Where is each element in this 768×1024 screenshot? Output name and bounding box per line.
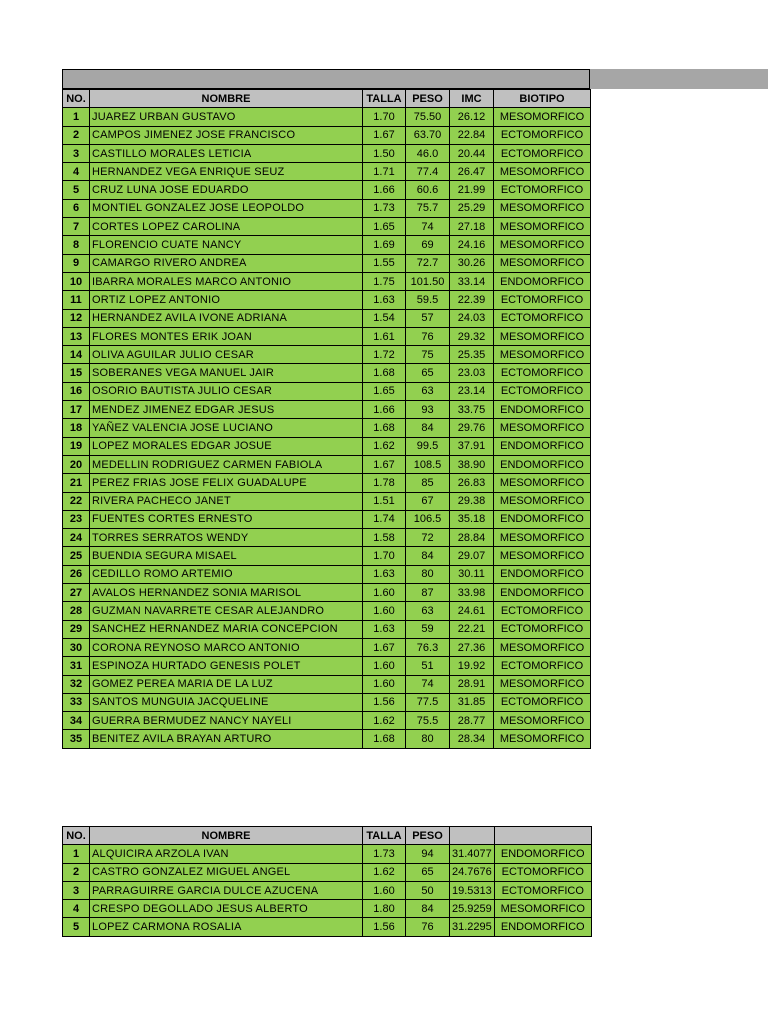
cell-peso: 94 — [406, 845, 450, 863]
table-row — [63, 108, 591, 126]
cell-talla: 1.78 — [363, 474, 406, 492]
header-imc: IMC — [450, 90, 494, 108]
cell-imc: 33.14 — [450, 272, 494, 290]
cell-biotipo: ECTOMORFICO — [494, 881, 591, 899]
cell-no: 4 — [63, 900, 90, 918]
cell-imc: 28.77 — [450, 712, 494, 730]
cell-talla: 1.67 — [363, 126, 406, 144]
cell-nombre: CEDILLO ROMO ARTEMIO — [90, 565, 363, 583]
cell-imc: 21.99 — [450, 181, 494, 199]
table-row — [63, 602, 591, 620]
table-row — [63, 236, 591, 254]
cell-talla: 1.60 — [363, 657, 406, 675]
table-row — [63, 346, 591, 364]
table-row — [63, 309, 591, 327]
table-row — [63, 657, 591, 675]
table-row — [63, 144, 591, 162]
cell-nombre: LOPEZ MORALES EDGAR JOSUE — [90, 437, 363, 455]
cell-no: 21 — [63, 474, 90, 492]
cell-no: 2 — [63, 126, 90, 144]
table-row — [63, 272, 591, 290]
cell-biotipo: MESOMORFICO — [494, 492, 591, 510]
cell-peso: 69 — [406, 236, 450, 254]
additional-students-table — [62, 826, 592, 937]
header-no: NO. — [63, 90, 90, 108]
cell-imc: 22.21 — [450, 620, 494, 638]
cell-peso: 80 — [406, 730, 450, 748]
cell-no: 24 — [63, 529, 90, 547]
cell-imc: 27.18 — [450, 218, 494, 236]
cell-imc: 20.44 — [450, 144, 494, 162]
cell-talla: 1.65 — [363, 218, 406, 236]
cell-nombre: CASTRO GONZALEZ MIGUEL ANGEL — [90, 863, 363, 881]
cell-peso: 75 — [406, 346, 450, 364]
cell-biotipo: MESOMORFICO — [494, 108, 591, 126]
cell-biotipo: MESOMORFICO — [494, 327, 591, 345]
cell-no: 20 — [63, 455, 90, 473]
cell-talla: 1.68 — [363, 364, 406, 382]
cell-imc: 29.07 — [450, 547, 494, 565]
cell-talla: 1.71 — [363, 163, 406, 181]
cell-talla: 1.65 — [363, 382, 406, 400]
cell-nombre: CRESPO DEGOLLADO JESUS ALBERTO — [90, 900, 363, 918]
cell-nombre: OSORIO BAUTISTA JULIO CESAR — [90, 382, 363, 400]
table-row — [63, 547, 591, 565]
cell-no: 19 — [63, 437, 90, 455]
cell-peso: 77.4 — [406, 163, 450, 181]
cell-no: 4 — [63, 163, 90, 181]
cell-peso: 74 — [406, 675, 450, 693]
cell-talla: 1.62 — [363, 863, 406, 881]
cell-imc: 31.4077 — [450, 845, 495, 863]
cell-nombre: CORTES LOPEZ CAROLINA — [90, 218, 363, 236]
cell-imc: 33.98 — [450, 584, 494, 602]
cell-talla: 1.51 — [363, 492, 406, 510]
header-biotipo — [494, 827, 591, 845]
cell-nombre: GOMEZ PEREA MARIA DE LA LUZ — [90, 675, 363, 693]
cell-no: 31 — [63, 657, 90, 675]
cell-peso: 72.7 — [406, 254, 450, 272]
cell-imc: 26.83 — [450, 474, 494, 492]
cell-no: 1 — [63, 845, 90, 863]
cell-peso: 108.5 — [406, 455, 450, 473]
cell-peso: 63 — [406, 602, 450, 620]
cell-imc: 26.47 — [450, 163, 494, 181]
cell-no: 11 — [63, 291, 90, 309]
cell-imc: 19.5313 — [450, 881, 495, 899]
cell-imc: 28.84 — [450, 529, 494, 547]
cell-no: 23 — [63, 510, 90, 528]
cell-peso: 77.5 — [406, 693, 450, 711]
table-row — [63, 918, 592, 936]
title-band — [62, 69, 768, 89]
table-row — [63, 638, 591, 656]
cell-no: 18 — [63, 419, 90, 437]
cell-peso: 59.5 — [406, 291, 450, 309]
cell-biotipo: ENDOMORFICO — [494, 401, 591, 419]
cell-biotipo: ECTOMORFICO — [494, 181, 591, 199]
cell-nombre: PARRAGUIRRE GARCIA DULCE AZUCENA — [90, 881, 363, 899]
cell-talla: 1.75 — [363, 272, 406, 290]
cell-nombre: FLORES MONTES ERIK JOAN — [90, 327, 363, 345]
title-band-extension — [590, 69, 768, 89]
cell-imc: 30.26 — [450, 254, 494, 272]
table-row — [63, 419, 591, 437]
cell-nombre: FLORENCIO CUATE NANCY — [90, 236, 363, 254]
cell-imc: 30.11 — [450, 565, 494, 583]
cell-no: 9 — [63, 254, 90, 272]
cell-nombre: BENITEZ AVILA BRAYAN ARTURO — [90, 730, 363, 748]
cell-biotipo: ECTOMORFICO — [494, 364, 591, 382]
cell-nombre: YAÑEZ VALENCIA JOSE LUCIANO — [90, 419, 363, 437]
cell-imc: 33.75 — [450, 401, 494, 419]
cell-biotipo: ENDOMORFICO — [494, 437, 591, 455]
cell-nombre: CAMARGO RIVERO ANDREA — [90, 254, 363, 272]
cell-no: 35 — [63, 730, 90, 748]
table-row — [63, 565, 591, 583]
cell-biotipo: MESOMORFICO — [494, 529, 591, 547]
table-row — [63, 254, 591, 272]
cell-talla: 1.56 — [363, 918, 406, 936]
table-row — [63, 529, 591, 547]
cell-biotipo: MESOMORFICO — [494, 900, 591, 918]
cell-talla: 1.73 — [363, 199, 406, 217]
cell-biotipo: MESOMORFICO — [494, 730, 591, 748]
table-row — [63, 510, 591, 528]
header-peso: PESO — [406, 90, 450, 108]
cell-peso: 59 — [406, 620, 450, 638]
table-row — [63, 327, 591, 345]
students-table — [62, 89, 591, 749]
cell-biotipo: MESOMORFICO — [494, 474, 591, 492]
cell-talla: 1.73 — [363, 845, 406, 863]
cell-no: 1 — [63, 108, 90, 126]
cell-biotipo: ENDOMORFICO — [494, 918, 591, 936]
cell-peso: 106.5 — [406, 510, 450, 528]
cell-no: 13 — [63, 327, 90, 345]
cell-peso: 63.70 — [406, 126, 450, 144]
cell-nombre: LOPEZ CARMONA ROSALIA — [90, 918, 363, 936]
cell-biotipo: MESOMORFICO — [494, 163, 591, 181]
cell-biotipo: ECTOMORFICO — [494, 863, 591, 881]
cell-talla: 1.67 — [363, 638, 406, 656]
cell-talla: 1.67 — [363, 455, 406, 473]
cell-nombre: BUENDIA SEGURA MISAEL — [90, 547, 363, 565]
cell-imc: 37.91 — [450, 437, 494, 455]
table-row — [63, 845, 592, 863]
table-row — [63, 492, 591, 510]
cell-peso: 76.3 — [406, 638, 450, 656]
cell-peso: 51 — [406, 657, 450, 675]
table-header-row — [63, 90, 591, 108]
cell-imc: 29.76 — [450, 419, 494, 437]
table-row — [63, 181, 591, 199]
table-row — [63, 675, 591, 693]
cell-imc: 25.35 — [450, 346, 494, 364]
cell-peso: 75.50 — [406, 108, 450, 126]
cell-no: 10 — [63, 272, 90, 290]
cell-no: 16 — [63, 382, 90, 400]
cell-biotipo: ENDOMORFICO — [494, 510, 591, 528]
cell-no: 8 — [63, 236, 90, 254]
cell-peso: 75.5 — [406, 712, 450, 730]
cell-nombre: IBARRA MORALES MARCO ANTONIO — [90, 272, 363, 290]
cell-no: 5 — [63, 181, 90, 199]
cell-imc: 22.39 — [450, 291, 494, 309]
cell-nombre: RIVERA PACHECO JANET — [90, 492, 363, 510]
cell-peso: 60.6 — [406, 181, 450, 199]
cell-no: 14 — [63, 346, 90, 364]
cell-talla: 1.60 — [363, 675, 406, 693]
cell-talla: 1.66 — [363, 401, 406, 419]
cell-no: 12 — [63, 309, 90, 327]
cell-talla: 1.70 — [363, 547, 406, 565]
cell-no: 32 — [63, 675, 90, 693]
cell-imc: 24.61 — [450, 602, 494, 620]
cell-nombre: MONTIEL GONZALEZ JOSE LEOPOLDO — [90, 199, 363, 217]
cell-nombre: MENDEZ JIMENEZ EDGAR JESUS — [90, 401, 363, 419]
cell-biotipo: MESOMORFICO — [494, 254, 591, 272]
cell-biotipo: MESOMORFICO — [494, 218, 591, 236]
cell-peso: 65 — [406, 364, 450, 382]
table-row — [63, 126, 591, 144]
table-row — [63, 199, 591, 217]
cell-talla: 1.58 — [363, 529, 406, 547]
cell-imc: 24.7676 — [450, 863, 495, 881]
cell-biotipo: ENDOMORFICO — [494, 455, 591, 473]
cell-talla: 1.62 — [363, 437, 406, 455]
cell-nombre: GUZMAN NAVARRETE CESAR ALEJANDRO — [90, 602, 363, 620]
cell-imc: 28.34 — [450, 730, 494, 748]
cell-talla: 1.66 — [363, 181, 406, 199]
table-row — [63, 584, 591, 602]
cell-imc: 23.14 — [450, 382, 494, 400]
cell-biotipo: MESOMORFICO — [494, 712, 591, 730]
cell-peso: 84 — [406, 900, 450, 918]
cell-talla: 1.69 — [363, 236, 406, 254]
cell-peso: 65 — [406, 863, 450, 881]
cell-imc: 22.84 — [450, 126, 494, 144]
header-imc — [450, 827, 495, 845]
table-row — [63, 218, 591, 236]
header-biotipo: BIOTIPO — [494, 90, 591, 108]
cell-imc: 19.92 — [450, 657, 494, 675]
cell-no: 29 — [63, 620, 90, 638]
cell-no: 27 — [63, 584, 90, 602]
cell-no: 34 — [63, 712, 90, 730]
cell-imc: 31.2295 — [450, 918, 495, 936]
cell-nombre: SOBERANES VEGA MANUEL JAIR — [90, 364, 363, 382]
cell-biotipo: ECTOMORFICO — [494, 291, 591, 309]
cell-imc: 28.91 — [450, 675, 494, 693]
cell-talla: 1.55 — [363, 254, 406, 272]
table-row — [63, 620, 591, 638]
title-band-cell — [62, 69, 590, 89]
cell-peso: 84 — [406, 547, 450, 565]
cell-peso: 74 — [406, 218, 450, 236]
cell-no: 7 — [63, 218, 90, 236]
cell-biotipo: MESOMORFICO — [494, 236, 591, 254]
cell-biotipo: MESOMORFICO — [494, 675, 591, 693]
table-row — [63, 364, 591, 382]
cell-nombre: CASTILLO MORALES LETICIA — [90, 144, 363, 162]
cell-peso: 46.0 — [406, 144, 450, 162]
cell-talla: 1.70 — [363, 108, 406, 126]
cell-talla: 1.60 — [363, 881, 406, 899]
cell-no: 22 — [63, 492, 90, 510]
cell-biotipo: ECTOMORFICO — [494, 657, 591, 675]
cell-nombre: AVALOS HERNANDEZ SONIA MARISOL — [90, 584, 363, 602]
cell-imc: 29.32 — [450, 327, 494, 345]
header-no: NO. — [63, 827, 90, 845]
cell-no: 33 — [63, 693, 90, 711]
cell-imc: 35.18 — [450, 510, 494, 528]
table-row — [63, 474, 591, 492]
table-header-row — [63, 827, 592, 845]
cell-nombre: CAMPOS JIMENEZ JOSE FRANCISCO — [90, 126, 363, 144]
table-row — [63, 455, 591, 473]
cell-talla: 1.60 — [363, 602, 406, 620]
header-peso: PESO — [406, 827, 450, 845]
cell-imc: 25.9259 — [450, 900, 495, 918]
cell-imc: 25.29 — [450, 199, 494, 217]
table-row — [63, 163, 591, 181]
cell-no: 2 — [63, 863, 90, 881]
cell-talla: 1.72 — [363, 346, 406, 364]
cell-no: 3 — [63, 144, 90, 162]
cell-talla: 1.68 — [363, 419, 406, 437]
cell-nombre: ESPINOZA HURTADO GENESIS POLET — [90, 657, 363, 675]
cell-peso: 87 — [406, 584, 450, 602]
cell-no: 6 — [63, 199, 90, 217]
cell-biotipo: MESOMORFICO — [494, 346, 591, 364]
cell-peso: 50 — [406, 881, 450, 899]
cell-talla: 1.63 — [363, 620, 406, 638]
cell-biotipo: MESOMORFICO — [494, 419, 591, 437]
cell-imc: 27.36 — [450, 638, 494, 656]
cell-biotipo: ECTOMORFICO — [494, 620, 591, 638]
table-row — [63, 693, 591, 711]
cell-peso: 72 — [406, 529, 450, 547]
cell-peso: 63 — [406, 382, 450, 400]
cell-talla: 1.62 — [363, 712, 406, 730]
cell-peso: 80 — [406, 565, 450, 583]
cell-imc: 24.03 — [450, 309, 494, 327]
cell-peso: 67 — [406, 492, 450, 510]
header-talla: TALLA — [363, 90, 406, 108]
cell-biotipo: ECTOMORFICO — [494, 382, 591, 400]
cell-imc: 29.38 — [450, 492, 494, 510]
cell-nombre: ALQUICIRA ARZOLA IVAN — [90, 845, 363, 863]
cell-nombre: ORTIZ LOPEZ ANTONIO — [90, 291, 363, 309]
cell-biotipo: ECTOMORFICO — [494, 126, 591, 144]
table-row — [63, 712, 591, 730]
cell-peso: 76 — [406, 918, 450, 936]
cell-biotipo: ENDOMORFICO — [494, 565, 591, 583]
cell-nombre: HERNANDEZ VEGA ENRIQUE SEUZ — [90, 163, 363, 181]
cell-nombre: CRUZ LUNA JOSE EDUARDO — [90, 181, 363, 199]
cell-nombre: JUAREZ URBAN GUSTAVO — [90, 108, 363, 126]
cell-peso: 93 — [406, 401, 450, 419]
cell-no: 5 — [63, 918, 90, 936]
cell-nombre: MEDELLIN RODRIGUEZ CARMEN FABIOLA — [90, 455, 363, 473]
cell-imc: 31.85 — [450, 693, 494, 711]
cell-imc: 24.16 — [450, 236, 494, 254]
cell-talla: 1.61 — [363, 327, 406, 345]
cell-no: 26 — [63, 565, 90, 583]
table-row — [63, 437, 591, 455]
cell-peso: 84 — [406, 419, 450, 437]
table-row — [63, 900, 592, 918]
cell-biotipo: ECTOMORFICO — [494, 309, 591, 327]
cell-talla: 1.63 — [363, 565, 406, 583]
cell-no: 30 — [63, 638, 90, 656]
cell-biotipo: MESOMORFICO — [494, 547, 591, 565]
cell-talla: 1.80 — [363, 900, 406, 918]
cell-peso: 76 — [406, 327, 450, 345]
header-talla: TALLA — [363, 827, 406, 845]
cell-imc: 38.90 — [450, 455, 494, 473]
header-nombre: NOMBRE — [90, 90, 363, 108]
cell-peso: 99.5 — [406, 437, 450, 455]
cell-talla: 1.50 — [363, 144, 406, 162]
cell-talla: 1.60 — [363, 584, 406, 602]
cell-no: 17 — [63, 401, 90, 419]
table-row — [63, 291, 591, 309]
cell-peso: 85 — [406, 474, 450, 492]
table-row — [63, 881, 592, 899]
cell-talla: 1.68 — [363, 730, 406, 748]
cell-nombre: GUERRA BERMUDEZ NANCY NAYELI — [90, 712, 363, 730]
cell-biotipo: ENDOMORFICO — [494, 584, 591, 602]
cell-biotipo: ENDOMORFICO — [494, 272, 591, 290]
table-row — [63, 730, 591, 748]
table-row — [63, 863, 592, 881]
cell-nombre: SANTOS MUNGUIA JACQUELINE — [90, 693, 363, 711]
cell-nombre: CORONA REYNOSO MARCO ANTONIO — [90, 638, 363, 656]
cell-peso: 75.7 — [406, 199, 450, 217]
cell-no: 3 — [63, 881, 90, 899]
cell-no: 28 — [63, 602, 90, 620]
cell-peso: 101.50 — [406, 272, 450, 290]
table-row — [63, 382, 591, 400]
cell-no: 15 — [63, 364, 90, 382]
cell-biotipo: ECTOMORFICO — [494, 602, 591, 620]
cell-nombre: FUENTES CORTES ERNESTO — [90, 510, 363, 528]
cell-nombre: TORRES SERRATOS WENDY — [90, 529, 363, 547]
cell-biotipo: MESOMORFICO — [494, 638, 591, 656]
cell-biotipo: ECTOMORFICO — [494, 144, 591, 162]
cell-nombre: HERNANDEZ AVILA IVONE ADRIANA — [90, 309, 363, 327]
cell-talla: 1.54 — [363, 309, 406, 327]
header-nombre: NOMBRE — [90, 827, 363, 845]
cell-biotipo: ECTOMORFICO — [494, 693, 591, 711]
cell-talla: 1.63 — [363, 291, 406, 309]
cell-biotipo: MESOMORFICO — [494, 199, 591, 217]
cell-talla: 1.56 — [363, 693, 406, 711]
cell-nombre: SANCHEZ HERNANDEZ MARIA CONCEPCION — [90, 620, 363, 638]
cell-imc: 23.03 — [450, 364, 494, 382]
cell-peso: 57 — [406, 309, 450, 327]
cell-biotipo: ENDOMORFICO — [494, 845, 591, 863]
cell-nombre: PEREZ FRIAS JOSE FELIX GUADALUPE — [90, 474, 363, 492]
cell-talla: 1.74 — [363, 510, 406, 528]
table-row — [63, 401, 591, 419]
cell-nombre: OLIVA AGUILAR JULIO CESAR — [90, 346, 363, 364]
cell-imc: 26.12 — [450, 108, 494, 126]
cell-no: 25 — [63, 547, 90, 565]
